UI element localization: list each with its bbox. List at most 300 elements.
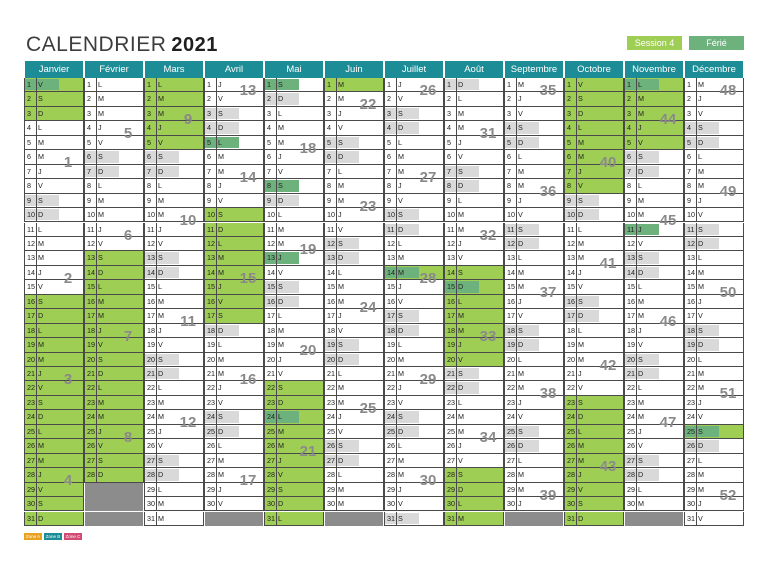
day-number: 14 (507, 267, 515, 277)
day-letter: M (638, 311, 644, 321)
day-cell (324, 121, 384, 135)
day-number: 6 (27, 152, 31, 162)
day-letter: M (38, 238, 44, 248)
day-cell (24, 136, 84, 150)
day-cell (504, 353, 564, 367)
day-cell (84, 150, 144, 164)
day-number: 6 (327, 152, 331, 162)
day-letter: J (338, 311, 342, 321)
day-number: 12 (687, 238, 695, 248)
day-number: 18 (627, 325, 635, 335)
day-number: 26 (267, 441, 275, 451)
day-letter: L (578, 123, 582, 133)
day-letter: M (218, 152, 224, 162)
day-number: 12 (27, 238, 35, 248)
empty-day-cell (505, 512, 563, 526)
zone-legend-item: Zone A (25, 534, 41, 539)
day-cell (444, 396, 504, 410)
month-header-11: Novembre (625, 61, 683, 78)
day-number: 28 (327, 470, 335, 480)
day-number: 22 (387, 383, 395, 393)
day-number: 7 (27, 166, 31, 176)
day-letter: D (518, 441, 524, 451)
day-cell (84, 295, 144, 309)
day-letter: V (218, 499, 223, 509)
week-number: 42 (599, 356, 617, 374)
day-cell (384, 136, 444, 150)
week-number: 7 (123, 327, 133, 345)
day-cell (24, 353, 84, 367)
week-number: 21 (299, 443, 317, 461)
day-number: 15 (687, 282, 695, 292)
empty-day-cell (325, 512, 383, 526)
day-number: 19 (87, 340, 95, 350)
day-number: 23 (87, 397, 95, 407)
week-number: 41 (599, 255, 617, 273)
day-number: 27 (687, 455, 695, 465)
day-letter: S (38, 94, 43, 104)
day-cell (144, 338, 204, 352)
day-number: 23 (507, 397, 515, 407)
day-number: 25 (687, 426, 695, 436)
day-letter: M (698, 484, 704, 494)
day-letter: S (278, 282, 283, 292)
day-number: 2 (267, 94, 271, 104)
day-letter: J (518, 499, 522, 509)
day-number: 26 (687, 441, 695, 451)
day-letter: D (398, 123, 404, 133)
day-letter: D (38, 513, 44, 523)
day-letter: V (158, 137, 163, 147)
day-cell (384, 309, 444, 323)
day-letter: S (698, 224, 703, 234)
day-cell (504, 439, 564, 453)
day-letter: M (518, 282, 524, 292)
day-letter: L (278, 210, 282, 220)
day-cell (84, 454, 144, 468)
day-letter: J (518, 195, 522, 205)
day-letter: M (338, 80, 344, 89)
day-cell (24, 396, 84, 410)
day-letter: M (158, 397, 164, 407)
day-cell (444, 92, 504, 106)
day-letter: M (38, 340, 44, 350)
day-cell (684, 237, 744, 251)
day-cell (204, 295, 264, 309)
day-cell (384, 121, 444, 135)
month-header-5: Mai (265, 61, 323, 78)
day-number: 24 (87, 412, 95, 422)
day-letter: M (398, 166, 404, 176)
day-number: 10 (567, 210, 575, 220)
day-letter: J (278, 354, 282, 364)
day-letter: M (278, 137, 284, 147)
day-cell (84, 381, 144, 395)
day-number: 2 (567, 94, 571, 104)
day-cell (144, 353, 204, 367)
day-number: 8 (387, 181, 391, 191)
day-cell (24, 107, 84, 121)
day-number: 9 (147, 195, 151, 205)
day-letter: D (218, 123, 224, 133)
day-number: 20 (507, 354, 515, 364)
week-number: 14 (239, 168, 257, 186)
day-cell (504, 121, 564, 135)
day-number: 18 (87, 325, 95, 335)
day-letter: D (38, 412, 44, 422)
day-letter: S (518, 325, 523, 335)
day-letter: L (98, 282, 102, 292)
day-cell (504, 410, 564, 424)
day-letter: D (458, 80, 464, 89)
title-year: 2021 (171, 34, 218, 56)
day-letter: J (638, 123, 642, 133)
month-header-6: Juin (325, 61, 383, 78)
day-number: 17 (387, 311, 395, 321)
day-number: 5 (387, 137, 391, 147)
day-number: 12 (387, 238, 395, 248)
day-cell (384, 454, 444, 468)
day-cell (684, 121, 744, 135)
day-letter: V (98, 238, 103, 248)
day-cell (324, 280, 384, 294)
day-number: 3 (387, 108, 391, 118)
day-letter: M (158, 210, 164, 220)
day-letter: J (398, 181, 402, 191)
day-letter: V (218, 296, 223, 306)
day-letter: V (698, 311, 703, 321)
day-number: 21 (87, 369, 95, 378)
day-cell (204, 497, 264, 511)
day-letter: L (218, 340, 222, 350)
day-letter: S (518, 123, 523, 133)
day-cell (504, 367, 564, 381)
month-header-2: Février (85, 61, 143, 78)
week-number: 30 (419, 472, 437, 490)
day-cell (264, 208, 324, 222)
day-number: 4 (687, 123, 691, 133)
week-number: 11 (180, 313, 196, 331)
day-number: 11 (567, 224, 575, 234)
day-cell (624, 295, 684, 309)
day-cell (24, 324, 84, 338)
day-number: 11 (27, 224, 35, 234)
day-letter: L (38, 224, 42, 234)
day-number: 8 (207, 181, 211, 191)
day-letter: L (98, 383, 102, 393)
day-cell (204, 136, 264, 150)
week-number: 28 (419, 269, 437, 287)
day-letter: S (398, 210, 403, 220)
day-letter: L (98, 80, 102, 89)
day-letter: S (38, 296, 43, 306)
day-number: 21 (627, 369, 635, 378)
day-cell (144, 136, 204, 150)
day-number: 5 (447, 137, 451, 147)
day-letter: M (578, 441, 584, 451)
day-letter: S (458, 166, 463, 176)
day-number: 13 (507, 253, 515, 263)
day-number: 27 (627, 455, 635, 465)
day-cell (144, 512, 204, 526)
day-cell (684, 165, 744, 179)
day-number: 22 (567, 383, 575, 393)
day-letter: D (398, 224, 404, 234)
day-letter: M (278, 340, 284, 350)
day-letter: S (98, 253, 103, 263)
week-number: 1 (63, 154, 73, 172)
day-letter: L (398, 441, 402, 451)
day-cell (624, 439, 684, 453)
day-number: 23 (627, 397, 635, 407)
day-letter: D (638, 369, 644, 378)
day-number: 7 (687, 166, 691, 176)
day-cell (264, 295, 324, 309)
day-cell (324, 251, 384, 265)
day-cell (84, 107, 144, 121)
day-number: 26 (567, 441, 575, 451)
day-number: 10 (27, 210, 35, 220)
day-letter: D (578, 513, 584, 523)
day-letter: M (458, 224, 464, 234)
day-letter: S (38, 499, 43, 509)
day-number: 19 (687, 340, 695, 350)
day-number: 22 (687, 383, 695, 393)
day-letter: V (398, 397, 403, 407)
day-letter: L (578, 325, 582, 335)
day-cell (564, 309, 624, 323)
day-letter: L (98, 181, 102, 191)
week-number: 51 (719, 385, 737, 403)
day-number: 30 (327, 499, 335, 509)
day-number: 12 (447, 238, 455, 248)
day-cell (264, 381, 324, 395)
day-cell (24, 410, 84, 424)
day-number: 29 (267, 484, 275, 494)
empty-day-cell (625, 512, 683, 526)
day-number: 2 (687, 94, 691, 104)
day-letter: J (458, 238, 462, 248)
day-letter: V (98, 137, 103, 147)
day-number: 25 (447, 426, 455, 436)
day-number: 30 (27, 499, 35, 509)
month-header-8: Août (445, 61, 503, 78)
day-number: 16 (147, 296, 155, 306)
day-number: 10 (687, 210, 695, 220)
day-letter: V (518, 311, 523, 321)
day-number: 17 (87, 311, 95, 321)
day-letter: S (38, 195, 43, 205)
day-letter: L (458, 296, 462, 306)
day-cell (504, 223, 564, 237)
month-header-12: Décembre (685, 61, 743, 78)
day-letter: D (698, 340, 704, 350)
day-cell (624, 280, 684, 294)
day-letter: M (218, 470, 224, 480)
day-number: 13 (147, 253, 155, 263)
day-cell (264, 194, 324, 208)
day-number: 27 (27, 455, 35, 465)
day-cell (444, 497, 504, 511)
day-number: 25 (627, 426, 635, 436)
day-number: 8 (687, 181, 691, 191)
day-letter: J (698, 499, 702, 509)
day-letter: M (98, 311, 104, 321)
day-cell (324, 165, 384, 179)
day-number: 30 (627, 499, 635, 509)
day-number: 31 (687, 513, 695, 523)
day-cell (504, 338, 564, 352)
day-letter: M (218, 253, 224, 263)
day-letter: J (458, 340, 462, 350)
day-number: 30 (147, 499, 155, 509)
day-cell (564, 483, 624, 497)
day-cell (204, 208, 264, 222)
day-letter: D (578, 108, 584, 118)
day-letter: V (698, 412, 703, 422)
day-number: 3 (87, 108, 91, 118)
day-cell (324, 468, 384, 482)
day-letter: D (518, 238, 524, 248)
day-letter: D (158, 166, 164, 176)
day-letter: S (398, 108, 403, 118)
day-number: 26 (627, 441, 635, 451)
week-number: 43 (599, 457, 617, 475)
day-letter: J (38, 470, 42, 480)
day-number: 7 (327, 166, 331, 176)
day-cell (444, 107, 504, 121)
day-cell (144, 454, 204, 468)
day-number: 24 (387, 412, 395, 422)
day-number: 11 (327, 224, 335, 234)
day-cell (144, 280, 204, 294)
day-number: 21 (687, 369, 695, 378)
day-cell (684, 324, 744, 338)
day-letter: L (218, 137, 222, 147)
day-number: 15 (627, 282, 635, 292)
day-letter: M (578, 455, 584, 465)
day-letter: J (398, 383, 402, 393)
day-cell (444, 295, 504, 309)
day-letter: L (518, 354, 522, 364)
day-cell (444, 468, 504, 482)
day-number: 25 (567, 426, 575, 436)
day-letter: V (518, 412, 523, 422)
day-cell (444, 78, 504, 92)
day-number: 24 (447, 412, 455, 422)
day-number: 1 (387, 80, 391, 89)
day-number: 29 (327, 484, 335, 494)
day-cell (144, 237, 204, 251)
day-cell (324, 266, 384, 280)
day-number: 4 (507, 123, 511, 133)
day-number: 2 (507, 94, 511, 104)
day-cell (24, 497, 84, 511)
day-letter: L (278, 412, 282, 422)
day-letter: V (698, 108, 703, 118)
day-letter: L (458, 499, 462, 509)
day-letter: L (698, 354, 702, 364)
day-number: 7 (507, 166, 511, 176)
day-letter: S (278, 80, 283, 89)
day-cell (684, 223, 744, 237)
day-cell (24, 454, 84, 468)
day-letter: D (278, 397, 284, 407)
day-number: 5 (87, 137, 91, 147)
day-cell (444, 483, 504, 497)
day-number: 19 (447, 340, 455, 350)
day-letter: M (578, 253, 584, 263)
day-number: 26 (507, 441, 515, 451)
day-cell (144, 468, 204, 482)
day-cell (684, 454, 744, 468)
day-letter: V (278, 470, 283, 480)
day-number: 23 (327, 397, 335, 407)
day-letter: D (338, 455, 344, 465)
day-letter: L (218, 238, 222, 248)
day-cell (384, 295, 444, 309)
day-number: 7 (87, 166, 91, 176)
day-number: 9 (27, 195, 31, 205)
day-letter: M (278, 238, 284, 248)
day-number: 24 (507, 412, 515, 422)
day-number: 21 (27, 369, 35, 378)
day-number: 1 (687, 80, 691, 89)
day-number: 10 (327, 210, 335, 220)
day-number: 30 (447, 499, 455, 509)
week-number: 38 (539, 385, 557, 403)
day-cell (684, 353, 744, 367)
day-letter: M (578, 340, 584, 350)
day-letter: J (458, 137, 462, 147)
day-number: 10 (627, 210, 635, 220)
day-number: 15 (447, 282, 455, 292)
empty-day-cell (205, 512, 263, 526)
day-number: 21 (147, 369, 155, 378)
day-letter: M (638, 296, 644, 306)
day-cell (624, 165, 684, 179)
day-number: 18 (567, 325, 575, 335)
day-letter: J (158, 325, 162, 335)
day-number: 5 (687, 137, 691, 147)
day-number: 12 (207, 238, 215, 248)
day-letter: D (338, 253, 344, 263)
day-cell (144, 381, 204, 395)
day-letter: M (698, 166, 704, 176)
day-letter: D (38, 210, 44, 220)
day-number: 12 (87, 238, 95, 248)
week-number: 10 (179, 212, 197, 230)
day-letter: J (98, 325, 102, 335)
day-cell (444, 266, 504, 280)
day-letter: S (638, 152, 643, 162)
day-letter: M (218, 354, 224, 364)
day-number: 30 (687, 499, 695, 509)
day-number: 20 (627, 354, 635, 364)
day-number: 29 (387, 484, 395, 494)
day-letter: S (638, 455, 643, 465)
day-cell (504, 309, 564, 323)
day-number: 22 (627, 383, 635, 393)
day-letter: M (458, 210, 464, 220)
day-letter: L (158, 80, 162, 89)
day-letter: L (158, 383, 162, 393)
zone-legend-item: Zone B (45, 534, 61, 539)
day-cell (324, 454, 384, 468)
day-letter: M (578, 238, 584, 248)
day-letter: V (458, 354, 463, 364)
day-letter: D (158, 267, 164, 277)
